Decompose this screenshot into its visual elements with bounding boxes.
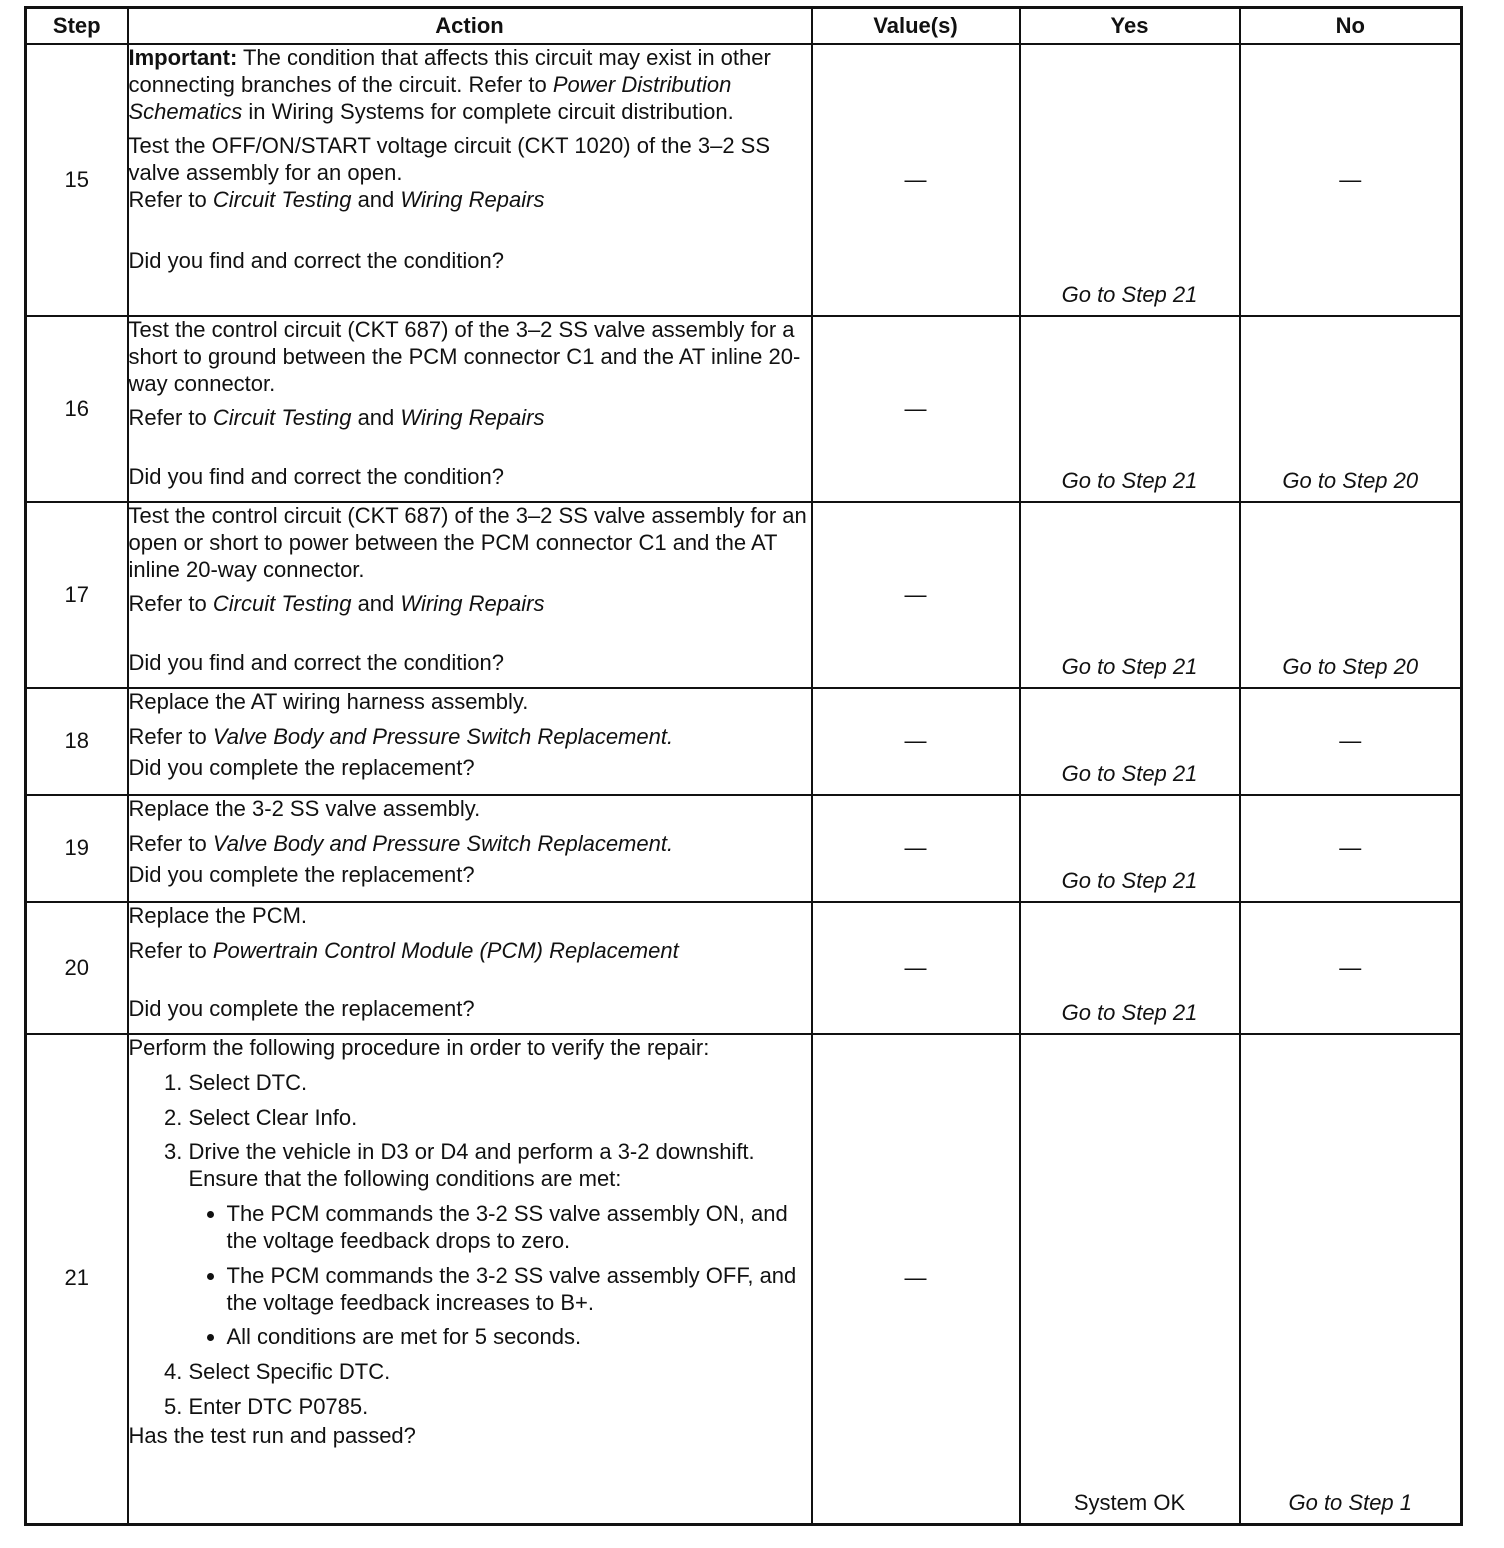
dash: — xyxy=(904,835,927,861)
no-action: Go to Step 20 xyxy=(1282,468,1419,494)
action-cell xyxy=(128,502,812,688)
header-action: Action xyxy=(128,8,812,45)
no-action: — xyxy=(1339,166,1362,192)
no-cell xyxy=(1240,902,1462,1034)
question: Did you complete the replacement? xyxy=(128,995,475,1021)
yes-action: Go to Step 21 xyxy=(1061,654,1198,680)
action-cell xyxy=(128,902,812,1034)
yes-action: Go to Step 21 xyxy=(1061,468,1198,494)
important-label: Important: xyxy=(128,45,238,70)
procedure-step xyxy=(189,1139,811,1351)
refer-line xyxy=(129,938,811,965)
header-values: Value(s) xyxy=(812,8,1020,45)
no-action: — xyxy=(1339,728,1362,754)
reference-link: Wiring Repairs xyxy=(400,405,545,431)
dash: — xyxy=(904,166,927,192)
question: Did you complete the replacement? xyxy=(128,754,475,780)
diagnostic-table xyxy=(24,6,1463,1526)
table-row xyxy=(26,902,1462,1034)
table-row xyxy=(26,688,1462,795)
reference-link: Valve Body and Pressure Switch Replacement. xyxy=(212,830,674,856)
yes-cell xyxy=(1020,1034,1240,1524)
table-row xyxy=(26,316,1462,502)
refer-prefix: Refer to xyxy=(128,937,213,963)
value-cell xyxy=(812,1034,1020,1524)
value-cell xyxy=(812,44,1020,316)
header-step: Step xyxy=(26,8,128,45)
refer-prefix: Refer to xyxy=(128,405,213,431)
important-reference: Power Distribution Schematics xyxy=(128,71,732,124)
step-number: 16 xyxy=(26,316,128,502)
refer-line xyxy=(129,405,811,432)
table-row xyxy=(26,1034,1462,1524)
procedure-step: 4. Select Specific DTC. xyxy=(189,1359,811,1386)
important-note xyxy=(129,45,811,125)
question: Did you find and correct the condition? xyxy=(128,247,504,273)
condition-list xyxy=(189,1201,811,1351)
step-number: 21 xyxy=(26,1034,128,1524)
test-instruction: Replace the AT wiring harness assembly. xyxy=(128,689,529,714)
no-action: — xyxy=(1339,835,1362,861)
reference-link: Valve Body and Pressure Switch Replacement. xyxy=(212,723,674,749)
dash: — xyxy=(904,954,927,980)
test-instruction: Replace the PCM. xyxy=(128,903,308,928)
procedure-step: 2. Select Clear Info. xyxy=(189,1105,811,1132)
refer-prefix: Refer to xyxy=(128,830,213,856)
important-text: The condition that affects this circuit may exist in other connecting branches of the circuit. Refer to xyxy=(128,45,771,97)
procedure-intro: Perform the following procedure in order to verify the repair: xyxy=(128,1035,710,1060)
step-number: 20 xyxy=(26,902,128,1034)
header-yes: Yes xyxy=(1020,8,1240,45)
no-cell xyxy=(1240,502,1462,688)
question: Has the test run and passed? xyxy=(128,1422,416,1448)
yes-cell xyxy=(1020,316,1240,502)
procedure-step: 5. Enter DTC P0785. xyxy=(189,1394,811,1421)
yes-cell xyxy=(1020,902,1240,1034)
question: Did you find and correct the condition? xyxy=(128,650,504,676)
condition-item: • All conditions are met for 5 seconds. xyxy=(227,1324,811,1351)
value-cell xyxy=(812,502,1020,688)
no-cell xyxy=(1240,688,1462,795)
table-row xyxy=(26,502,1462,688)
value-cell xyxy=(812,688,1020,795)
refer-line xyxy=(129,831,811,858)
reference-link: Circuit Testing xyxy=(212,187,352,213)
no-cell xyxy=(1240,316,1462,502)
no-cell xyxy=(1240,44,1462,316)
test-instruction: Test the control circuit (CKT 687) of the 3–2 SS valve assembly for a short to ground between the PCM connector C1 and the AT inline 20-way connector. xyxy=(128,317,801,396)
test-instruction: Replace the 3-2 SS valve assembly. xyxy=(128,796,481,821)
question: Did you find and correct the condition? xyxy=(128,464,504,490)
value-cell xyxy=(812,902,1020,1034)
yes-action: Go to Step 21 xyxy=(1061,761,1198,787)
header-row xyxy=(26,8,1462,45)
step-number: 19 xyxy=(26,795,128,902)
refer-and: and xyxy=(351,591,401,617)
no-cell xyxy=(1240,795,1462,902)
refer-line xyxy=(129,591,811,618)
important-tail: in Wiring Systems for complete circuit distribution. xyxy=(242,98,734,124)
refer-and: and xyxy=(351,405,401,431)
value-cell xyxy=(812,316,1020,502)
action-cell xyxy=(128,316,812,502)
action-cell xyxy=(128,44,812,316)
no-action: Go to Step 20 xyxy=(1282,654,1419,680)
step-number: 17 xyxy=(26,502,128,688)
yes-cell xyxy=(1020,688,1240,795)
no-action: — xyxy=(1339,954,1362,980)
step-number: 18 xyxy=(26,688,128,795)
dash: — xyxy=(904,395,927,421)
yes-cell xyxy=(1020,502,1240,688)
yes-action: Go to Step 21 xyxy=(1061,282,1198,308)
action-cell xyxy=(128,688,812,795)
test-instruction: Test the control circuit (CKT 687) of the 3–2 SS valve assembly for an open or short to power between the PCM connector C1 and the AT inline 20-way connector. xyxy=(128,503,807,582)
reference-link: Wiring Repairs xyxy=(400,187,545,213)
yes-cell xyxy=(1020,44,1240,316)
procedure-step-text: Drive the vehicle in D3 or D4 and perform a 3-2 downshift. Ensure that the following conditions are met: xyxy=(188,1139,755,1192)
action-cell xyxy=(128,1034,812,1524)
action-cell xyxy=(128,795,812,902)
table-row xyxy=(26,44,1462,316)
refer-prefix: Refer to xyxy=(128,591,213,617)
reference-link: Wiring Repairs xyxy=(400,591,545,617)
condition-item: • The PCM commands the 3-2 SS valve assembly OFF, and the voltage feedback increases to B+. xyxy=(227,1263,811,1317)
yes-cell xyxy=(1020,795,1240,902)
dash: — xyxy=(904,1265,927,1291)
table-row xyxy=(26,795,1462,902)
dash: — xyxy=(904,581,927,607)
refer-and: and xyxy=(351,187,401,213)
procedure-steps xyxy=(129,1070,811,1421)
question: Did you complete the replacement? xyxy=(128,861,475,887)
yes-action: Go to Step 21 xyxy=(1061,1000,1198,1026)
no-action: Go to Step 1 xyxy=(1288,1489,1413,1515)
value-cell xyxy=(812,795,1020,902)
yes-action: System OK xyxy=(1073,1489,1186,1515)
condition-item: • The PCM commands the 3-2 SS valve assembly ON, and the voltage feedback drops to zero. xyxy=(227,1201,811,1255)
test-instruction: Test the OFF/ON/START voltage circuit (CKT 1020) of the 3–2 SS valve assembly for an open. xyxy=(128,133,771,186)
reference-link: Circuit Testing xyxy=(212,591,352,617)
yes-action: Go to Step 21 xyxy=(1061,868,1198,894)
dash: — xyxy=(904,728,927,754)
header-no: No xyxy=(1240,8,1462,45)
refer-prefix: Refer to xyxy=(128,187,213,213)
procedure-step: 1. Select DTC. xyxy=(189,1070,811,1097)
step-number: 15 xyxy=(26,44,128,316)
reference-link: Circuit Testing xyxy=(212,405,352,431)
refer-line xyxy=(129,187,811,214)
reference-link: Powertrain Control Module (PCM) Replacement xyxy=(212,937,679,963)
no-cell xyxy=(1240,1034,1462,1524)
refer-line xyxy=(129,724,811,751)
refer-prefix: Refer to xyxy=(128,723,213,749)
